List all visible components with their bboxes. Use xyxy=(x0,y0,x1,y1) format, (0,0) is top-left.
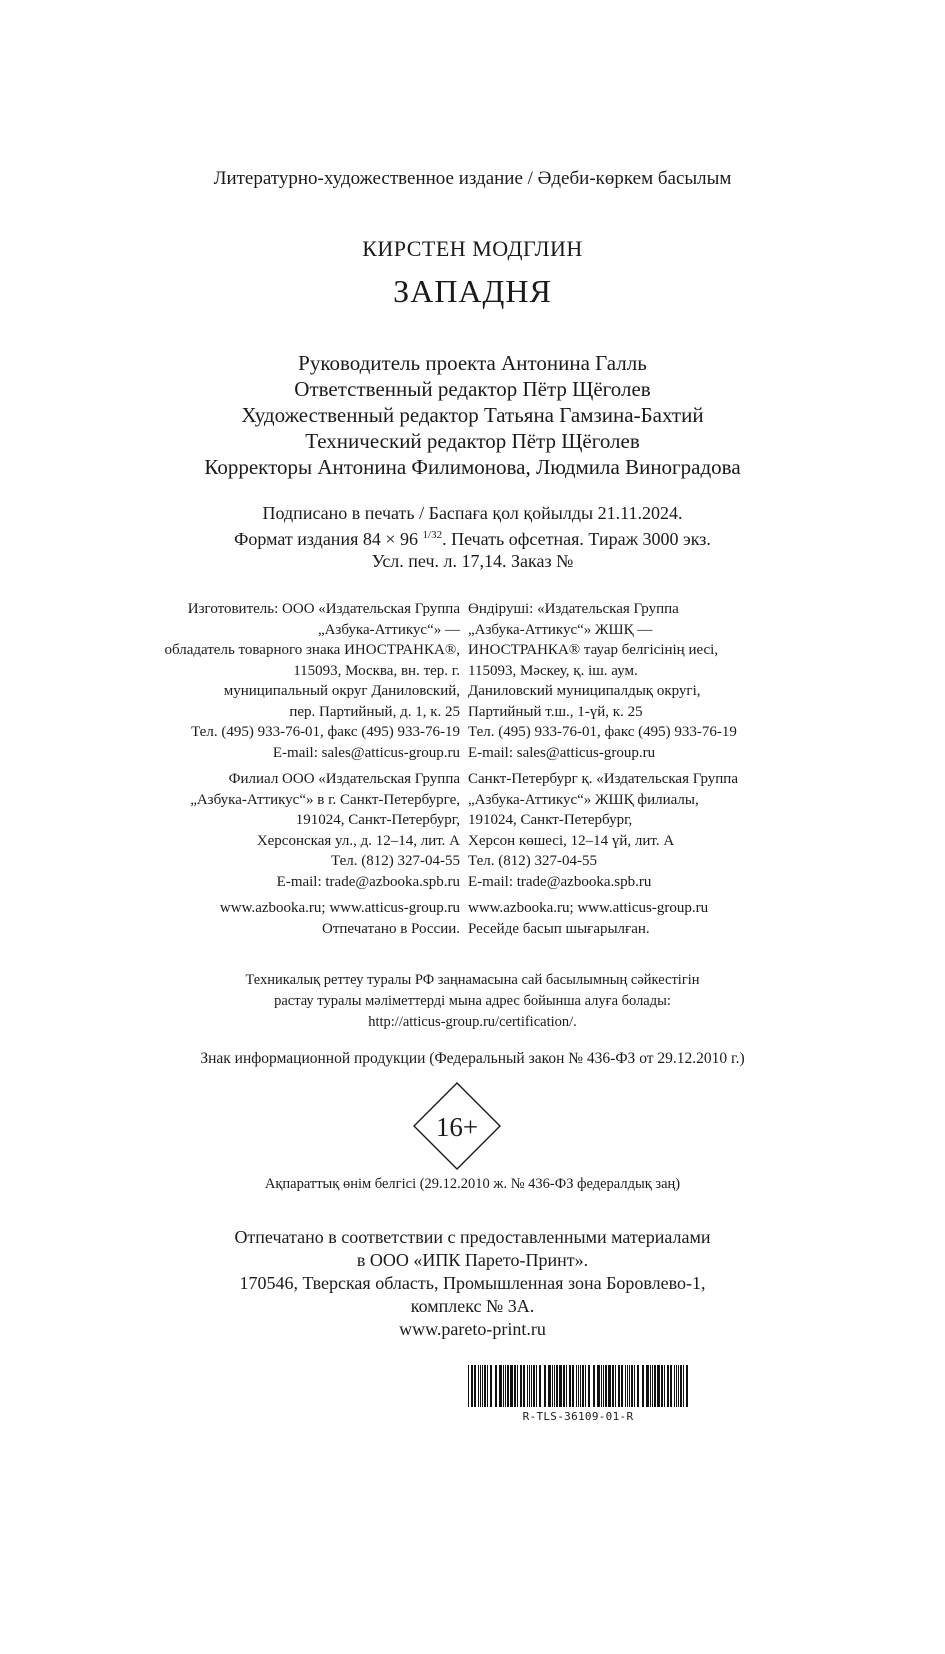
text-line: 170546, Тверская область, Промышленная зона Боровлево-1, xyxy=(239,1273,706,1293)
barcode-bar xyxy=(480,1365,481,1407)
signed-date: Подписано в печать / Баспаға қол қойылды 21.11.2024. xyxy=(262,503,683,523)
barcode-bar xyxy=(505,1365,506,1407)
text-line: 115093, Москва, вн. тер. г. xyxy=(293,662,460,679)
barcode-bar xyxy=(637,1365,639,1407)
text-line: Отпечатано в соответствии с предоставленными материалами xyxy=(234,1227,711,1247)
barcode-bar xyxy=(618,1365,620,1407)
barcode-bar xyxy=(531,1365,532,1407)
publisher-column-kz xyxy=(468,599,888,939)
barcode-bar xyxy=(544,1365,546,1407)
barcode-bar xyxy=(529,1365,530,1407)
branch-block-ru xyxy=(60,769,460,892)
barcode-bar xyxy=(608,1365,611,1407)
text-line: Партийный т.ш., 1-үй, к. 25 xyxy=(468,703,643,720)
text-line: E-mail: trade@azbooka.spb.ru xyxy=(276,873,460,890)
text-line: www.azbooka.ru; www.atticus-group.ru xyxy=(468,900,709,916)
text-line: Техникалық реттеу туралы РФ заңнамасына сай басылымның сәйкестігін xyxy=(245,972,700,988)
barcode-bar xyxy=(654,1365,656,1407)
text-line: E-mail: sales@atticus-group.ru xyxy=(272,744,460,761)
barcode-bar xyxy=(686,1365,688,1407)
text-line: в ООО «ИПК Парето-Принт». xyxy=(356,1250,589,1270)
text-line: пер. Партийный, д. 1, к. 25 xyxy=(289,703,460,720)
text-line: комплекс № 3А. xyxy=(410,1296,535,1316)
text-line: www.azbooka.ru; www.atticus-group.ru xyxy=(219,900,460,916)
barcode-bar xyxy=(621,1365,623,1407)
text-line: Тел. (495) 933-76-01, факс (495) 933-76-19 xyxy=(191,724,460,740)
barcode-bar xyxy=(642,1365,644,1407)
manufacturer-block-kz xyxy=(468,599,888,763)
print-info xyxy=(0,502,945,572)
footer-block-ru xyxy=(60,898,460,939)
barcode-text: R-TLS-36109-01-R xyxy=(522,1410,634,1423)
barcode-bar xyxy=(588,1365,590,1407)
barcode-bar xyxy=(661,1365,663,1407)
barcode-bar xyxy=(678,1365,679,1407)
barcode-bar xyxy=(539,1365,541,1407)
barcode-bar xyxy=(490,1365,492,1407)
sheets-order: Усл. печ. л. 17,14. Заказ № xyxy=(371,551,574,571)
barcode-bar xyxy=(484,1365,486,1407)
text-line: Тел. (495) 933-76-01, факс (495) 933-76-19 xyxy=(468,724,737,740)
text-line: Тел. (812) 327-04-55 xyxy=(331,853,460,869)
barcode-bar xyxy=(566,1365,567,1407)
credit-line: Ответственный редактор Пётр Щёголев xyxy=(294,377,651,401)
barcode-bar xyxy=(578,1365,579,1407)
book-title: ЗАПАДНЯ xyxy=(393,273,552,309)
text-line: Даниловский муниципалдық округі, xyxy=(468,683,701,699)
barcode-bar xyxy=(520,1365,522,1407)
barcode-bar xyxy=(487,1365,488,1407)
manufacturer-block-ru xyxy=(60,599,460,763)
text-line: „Азбука-Аттикус“» — xyxy=(317,621,460,638)
text-line: E-mail: sales@atticus-group.ru xyxy=(468,744,656,761)
format-pre: Формат издания 84 × 96 xyxy=(234,529,419,549)
barcode xyxy=(468,1365,688,1407)
printed-at-block xyxy=(0,1226,945,1341)
barcode-bar xyxy=(503,1365,504,1407)
barcode-bar xyxy=(569,1365,571,1407)
barcode-bar xyxy=(478,1365,479,1407)
barcode-bar xyxy=(517,1365,518,1407)
text-line: Ресейде басып шығарылған. xyxy=(468,920,650,937)
text-line: 191024, Санкт-Петербург, xyxy=(295,812,460,828)
barcode-bar xyxy=(680,1365,682,1407)
text-line: „Азбука-Аттикус“» ЖШҚ — xyxy=(468,621,653,638)
barcode-bar xyxy=(572,1365,574,1407)
format-sup: 1/32 xyxy=(422,529,443,541)
branch-block-kz xyxy=(468,769,888,892)
barcode-bar xyxy=(676,1365,677,1407)
barcode-bar xyxy=(650,1365,651,1407)
barcode-bar xyxy=(556,1365,558,1407)
barcode-bar xyxy=(474,1365,476,1407)
barcode-bar xyxy=(627,1365,628,1407)
barcode-bar xyxy=(657,1365,660,1407)
barcode-bar xyxy=(646,1365,649,1407)
info-product-sign: Знак информационной продукции (Федеральный закон № 436-ФЗ от 29.12.2010 г.) xyxy=(200,1050,745,1067)
footer-block-kz xyxy=(468,898,888,939)
barcode-bar xyxy=(536,1365,537,1407)
text-line: „Азбука-Аттикус“» в г. Санкт-Петербурге, xyxy=(190,791,460,808)
barcode-bar xyxy=(533,1365,535,1407)
text-line: Тел. (812) 327-04-55 xyxy=(468,853,597,869)
text-line: ИНОСТРАНКА® тауар белгісінің иесі, xyxy=(468,642,719,658)
barcode-bar xyxy=(507,1365,509,1407)
barcode-bar xyxy=(615,1365,616,1407)
credit-line: Художественный редактор Татьяна Гамзина-Бахтий xyxy=(241,403,704,427)
credit-line: Технический редактор Пётр Щёголев xyxy=(305,429,640,453)
text-line: E-mail: trade@azbooka.spb.ru xyxy=(468,873,652,890)
barcode-bar xyxy=(527,1365,528,1407)
barcode-bar xyxy=(552,1365,553,1407)
text-line: www.pareto-print.ru xyxy=(399,1319,546,1339)
barcode-bar xyxy=(499,1365,502,1407)
barcode-bar xyxy=(471,1365,473,1407)
text-line: Херсон көшесі, 12–14 үй, лит. А xyxy=(468,832,675,849)
barcode-bar xyxy=(482,1365,483,1407)
publisher-column-ru xyxy=(60,599,460,939)
barcode-bar xyxy=(603,1365,604,1407)
barcode-bar xyxy=(597,1365,600,1407)
barcode-bar xyxy=(563,1365,565,1407)
format-line xyxy=(0,524,945,550)
barcode-bar xyxy=(625,1365,626,1407)
text-line: „Азбука-Аттикус“» ЖШҚ филиалы, xyxy=(468,791,699,808)
barcode-bar xyxy=(605,1365,607,1407)
barcode-bar xyxy=(548,1365,551,1407)
author-name: КИРСТЕН МОДГЛИН xyxy=(362,236,583,261)
text-line: обладатель товарного знака ИНОСТРАНКА®, xyxy=(164,642,460,658)
barcode-bar xyxy=(523,1365,525,1407)
barcode-bar xyxy=(634,1365,635,1407)
barcode-bar xyxy=(667,1365,669,1407)
age-rating-kz: Ақпараттық өнім белгісі (29.12.2010 ж. № 436-ФЗ федералдық заң) xyxy=(264,1176,681,1192)
age-rating-label: 16+ xyxy=(435,1112,479,1142)
barcode-bar xyxy=(631,1365,633,1407)
barcode-bar xyxy=(652,1365,653,1407)
text-line: муниципальный округ Даниловский, xyxy=(223,683,460,699)
text-line: Отпечатано в России. xyxy=(322,920,460,937)
text-line: растау туралы мәліметтерді мына адрес бойынша алуға болады: xyxy=(274,993,671,1009)
barcode-bar xyxy=(601,1365,602,1407)
edition-type: Литературно-художественное издание / Әдеби-көркем басылым xyxy=(213,168,732,189)
barcode-bar xyxy=(582,1365,584,1407)
text-line: 115093, Мәскеу, қ. іш. аум. xyxy=(468,662,638,679)
credit-line: Корректоры Антонина Филимонова, Людмила Виноградова xyxy=(204,455,741,479)
barcode-bar xyxy=(514,1365,516,1407)
barcode-bar xyxy=(495,1365,497,1407)
text-line: Санкт-Петербург қ. «Издательская Группа xyxy=(468,771,738,787)
credits-block xyxy=(0,350,945,480)
barcode-bar xyxy=(629,1365,630,1407)
barcode-bar xyxy=(576,1365,577,1407)
text-line: Херсонская ул., д. 12–14, лит. А xyxy=(256,832,460,849)
barcode-bar xyxy=(510,1365,513,1407)
credit-line: Руководитель проекта Антонина Галль xyxy=(298,351,647,375)
text-line: Өндіруші: «Издательская Группа xyxy=(468,601,679,617)
barcode-bar xyxy=(468,1365,469,1407)
text-line: Изготовитель: ООО «Издательская Группа xyxy=(187,601,460,617)
age-rating-badge xyxy=(411,1080,503,1172)
barcode-bar xyxy=(554,1365,555,1407)
barcode-bar xyxy=(612,1365,614,1407)
barcode-bar xyxy=(585,1365,586,1407)
barcode-bar xyxy=(559,1365,562,1407)
barcode-bar xyxy=(683,1365,684,1407)
barcode-bar xyxy=(664,1365,665,1407)
text-line: 191024, Санкт-Петербург, xyxy=(468,812,633,828)
barcode-bar xyxy=(670,1365,672,1407)
barcode-bar xyxy=(674,1365,675,1407)
barcode-bar xyxy=(593,1365,595,1407)
text-line: Филиал ООО «Издательская Группа xyxy=(228,771,460,787)
format-post: . Печать офсетная. Тираж 3000 экз. xyxy=(442,529,711,549)
tech-regulation xyxy=(0,970,945,1033)
text-line: http://atticus-group.ru/certification/. xyxy=(368,1014,577,1030)
barcode-bar xyxy=(580,1365,581,1407)
